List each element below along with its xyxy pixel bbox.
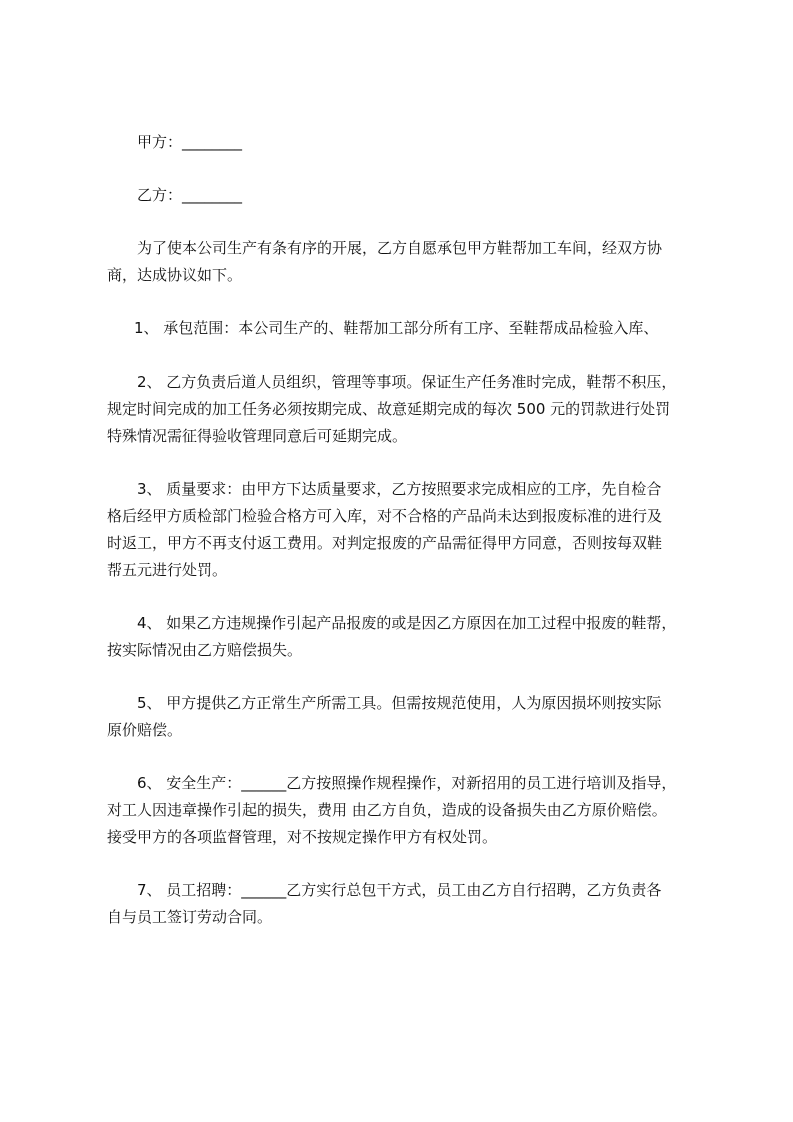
- clause-line: 4、 如果乙方违规操作引起产品报废的或是因乙方原因在加工过程中报废的鞋帮，: [137, 614, 677, 632]
- party-a-line: 甲方：________: [137, 133, 243, 151]
- clause-line: 5、 甲方提供乙方正常生产所需工具。但需按规范使用，人为原因损坏则按实际: [137, 694, 662, 712]
- clause-line: 原价赔偿。: [107, 721, 183, 739]
- clause-line: 7、 员工招聘：______乙方实行总包干方式，员工由乙方自行招聘，乙方负责各: [137, 881, 662, 899]
- intro-line: 为了使本公司生产有条有序的开展，乙方自愿承包甲方鞋帮加工车间，经双方协: [137, 239, 663, 257]
- clause-line: 时返工，甲方不再支付返工费用。对判定报废的产品需征得甲方同意，否则按每双鞋: [107, 534, 663, 552]
- clause-line: 2、 乙方负责后道人员组织，管理等事项。保证生产任务准时完成，鞋帮不积压，: [137, 373, 677, 391]
- clause-line: 1、 承包范围：本公司生产的、鞋帮加工部分所有工序、至鞋帮成品检验入库、: [134, 319, 659, 337]
- party-b-line: 乙方：________: [137, 186, 243, 204]
- intro-line: 商，达成协议如下。: [107, 266, 243, 284]
- clause-line: 3、 质量要求：由甲方下达质量要求，乙方按照要求完成相应的工序，先自检合: [137, 480, 662, 498]
- clause-line: 规定时间完成的加工任务必须按期完成、故意延期完成的每次 500 元的罚款进行处罚: [107, 400, 671, 418]
- clause-line: 接受甲方的各项监督管理，对不按规定操作甲方有权处罚。: [107, 828, 498, 846]
- clause-line: 自与员工签订劳动合同。: [107, 908, 273, 926]
- clause-line: 格后经甲方质检部门检验合格方可入库，对不合格的产品尚未达到报废标准的进行及: [107, 507, 663, 525]
- clause-line: 特殊情况需征得验收管理同意后可延期完成。: [107, 427, 408, 445]
- clause-line: 按实际情况由乙方赔偿损失。: [107, 641, 303, 659]
- clause-line: 对工人因违章操作引起的损失，费用 由乙方自负，造成的设备损失由乙方原价赔偿。: [107, 801, 667, 819]
- clause-line: 帮五元进行处罚。: [107, 561, 228, 579]
- clause-line: 6、 安全生产：______乙方按照操作规程操作，对新招用的员工进行培训及指导，: [137, 774, 677, 792]
